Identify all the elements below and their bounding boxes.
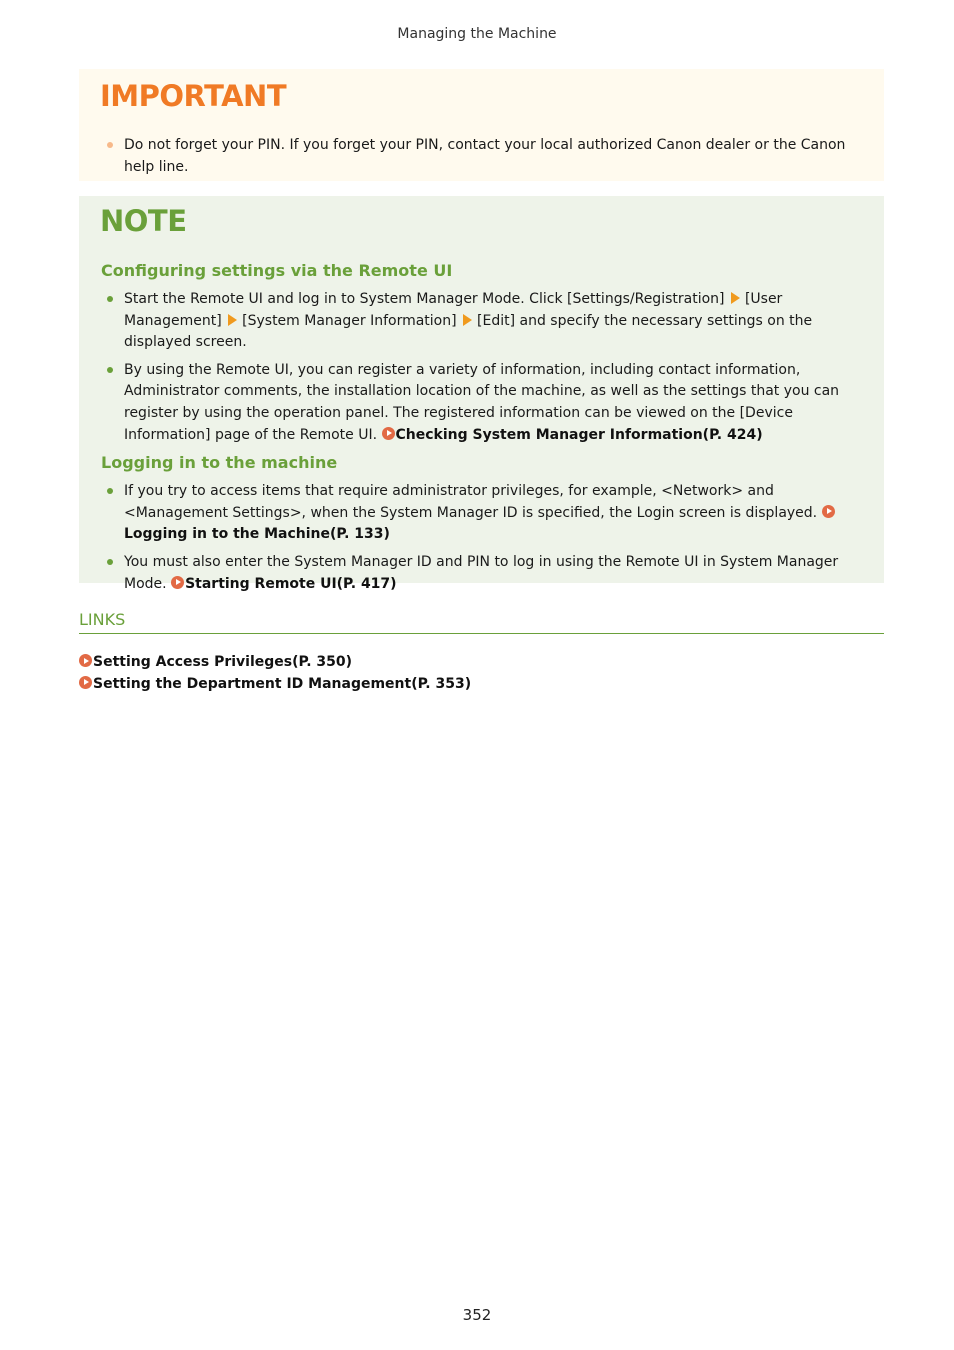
link-setting-access-privileges[interactable]: Setting Access Privileges(P. 350)	[79, 652, 471, 674]
section-heading: Logging in to the machine	[101, 453, 338, 473]
link-arrow-icon	[79, 676, 92, 689]
list-item: By using the Remote UI, you can register a variety of information, including contact information, Administrator comments, the installation location of the machine, as well as the settings that you can register by using the operation panel. The registered information can be viewed on the [Device Information] page of the Remote UI. Checking System Manager Information(P. 424)	[100, 360, 862, 446]
link-starting-remote-ui[interactable]: Starting Remote UI(P. 417)	[171, 576, 397, 592]
bullet-icon	[107, 559, 113, 565]
link-setting-department-id-management[interactable]: Setting the Department ID Management(P. 353)	[79, 674, 471, 696]
arrow-right-icon	[463, 314, 472, 326]
page-number: 352	[462, 1306, 492, 1324]
link-arrow-icon	[382, 427, 395, 440]
links-heading: LINKS	[79, 609, 884, 634]
note-list	[100, 289, 862, 446]
section-heading: Configuring settings via the Remote UI	[101, 261, 453, 280]
link-arrow-icon	[822, 505, 835, 518]
bullet-icon	[107, 142, 113, 148]
list-item: Start the Remote UI and log in to System Manager Mode. Click [Settings/Registration] [User Management] [System Manager Information] [Edit] and specify the necessary settings on the displayed screen.	[100, 289, 862, 354]
arrow-right-icon	[228, 314, 237, 326]
list-item: You must also enter the System Manager ID and PIN to log in using the Remote UI in System Manager Mode. Starting Remote UI(P. 417)	[100, 552, 862, 595]
link-arrow-icon	[171, 576, 184, 589]
note-list	[100, 481, 862, 595]
link-logging-in[interactable]: Logging in to the Machine(P. 133)	[124, 505, 836, 543]
arrow-right-icon	[731, 292, 740, 304]
important-title: IMPORTANT	[100, 79, 287, 113]
bullet-icon	[107, 488, 113, 494]
list-item: Do not forget your PIN. If you forget your PIN, contact your local authorized Canon dealer or the Canon help line.	[100, 135, 862, 178]
bullet-icon	[107, 296, 113, 302]
links-list	[79, 652, 471, 695]
note-box	[79, 196, 884, 592]
important-box	[79, 69, 884, 181]
list-item: If you try to access items that require administrator privileges, for example, <Network> and <Management Settings>, when the System Manager ID is specified, the Login screen is displayed. Logging in to the Machine(P. 133)	[100, 481, 862, 546]
bullet-icon	[107, 367, 113, 373]
important-list	[100, 135, 862, 178]
note-title: NOTE	[100, 204, 187, 238]
link-arrow-icon	[79, 654, 92, 667]
page-header: Managing the Machine	[397, 26, 557, 42]
link-checking-system-manager-information[interactable]: Checking System Manager Information(P. 424)	[382, 427, 763, 443]
